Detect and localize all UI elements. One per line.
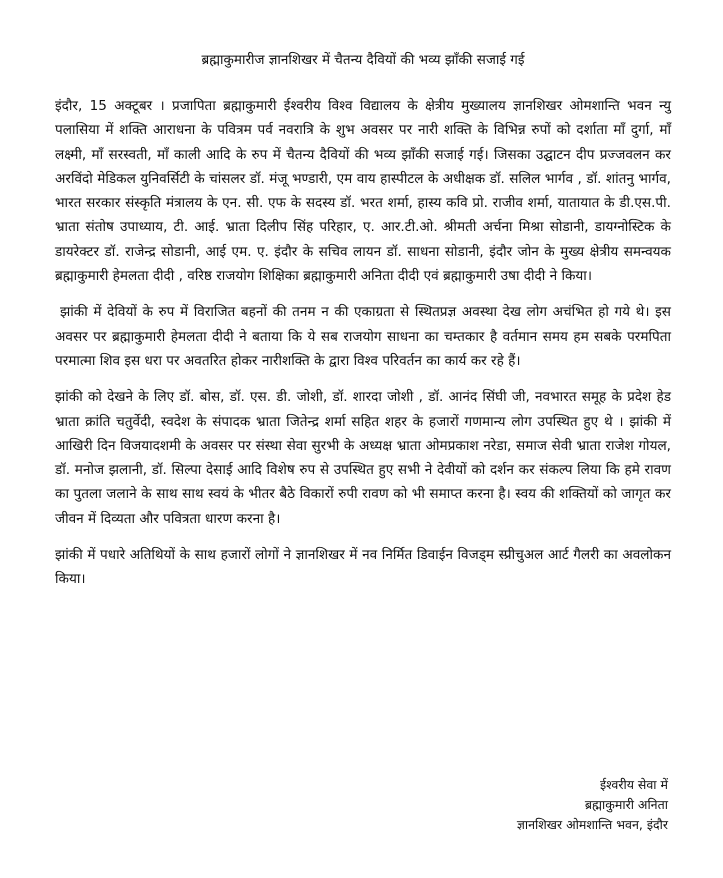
document-title: ब्रह्माकुमारीज ज्ञानशिखर में चैतन्य दैवियों की भव्य झाँकी सजाई गई	[201, 52, 525, 68]
paragraph-3: झांकी को देखने के लिए डॉ. बोस, डॉ. एस. डी. जोशी, डॉ. शारदा जोशी , डॉ. आनंद सिंघी जी, नवभारत समूह के प्रदेश हेड भ्राता क्रांति चतुर्वेदी, स्वदेश के संपादक भ्राता जितेन्द्र शर्मा सहित शहर के हजारों गणमान्य लोग उपस्थित हुए थे । झांकी में आखिरी दिन विजयादशमी के अवसर पर संस्था सेवा सुरभी के अध्यक्ष भ्राता ओमप्रकाश नरेडा, समाज सेवी भ्राता राजेश गोयल, डॉ. मनोज झलानी, डॉ. सिल्पा देसाई आदि विशेष रुप से उपस्थित हुए सभी ने देवीयों को दर्शन कर संकल्प लिया कि हमे रावण का पुतला जलाने के साथ साथ स्वयं के भीतर बैठे विकारों रुपी रावण को भी समाप्त करना है। स्वय की शक्तियों को जागृत कर जीवन में दिव्यता और पवित्रता धारण करना है।	[55, 389, 671, 527]
paragraph-2: झांकी में देवियों के रुप में विराजित बहनों की तनम न की एकाग्रता से स्थितप्रज्ञ अवस्था देख लोग अचंभित हो गये थे। इस अवसर पर ब्रह्माकुमारी हेमलता दीदी ने बताया कि ये सब राजयोग साधना का चम्तकार है वर्तमान समय हम सबके परमपिता परमात्मा शिव इस धरा पर अवतरित होकर नारीशक्ति के द्वारा विश्व परिवर्तन का कार्य कर रहे हैं।	[55, 304, 671, 369]
signature-line-name: ब्रह्माकुमारी अनिता	[584, 797, 668, 812]
signature-line-greeting: ईश्वरीय सेवा में	[599, 777, 668, 792]
paragraph-4: झांकी में पधारे अतिथियों के साथ हजारों लोगों ने ज्ञानशिखर में नव निर्मित डिवाईन विजड्म स्प्रीचुअल आर्ट गैलरी का अवलोकन किया।	[55, 547, 671, 588]
signature-line-place: ज्ञानशिखर ओमशान्ति भवन, इंदौर	[516, 817, 668, 832]
signature-block	[517, 775, 668, 835]
paragraph-1: इंदौर, 15 अक्टूबर । प्रजापिता ब्रह्माकुमारी ईश्वरीय विश्व विद्यालय के क्षेत्रीय मुख्यालय ज्ञानशिखर ओमशान्ति भवन न्यु पलासिया में शक्ति आराधना के पवित्रम पर्व नवरात्रि के शुभ अवसर पर नारी शक्ति के विभिन्न रुपों को दर्शाता माँ दुर्गा, माँ लक्ष्मी, माँ सरस्वती, माँ काली आदि के रुप में चैतन्य दैवियों की भव्य झाँकी सजाई गई। जिसका उद्घाटन दीप प्रज्जवलन कर अरविंदो मेडिकल युनिवर्सिटी के चांसलर डॉ. मंजू भण्डारी, एम वाय हास्पीटल के अधीक्षक डॉ. सलिल भार्गव , डॉ. शांतनु भार्गव, भारत सरकार संस्कृति मंत्रालय के एन. सी. एफ के सदस्य डॉ. भरत शर्मा, हास्य कवि प्रो. राजीव शर्मा, यातायात के डी.एस.पी. भ्राता संतोष उपाध्याय, टी. आई. भ्राता दिलीप सिंह परिहार, ए. आर.टी.ओ. श्रीमती अर्चना मिश्रा सोडानी, डायग्नोस्टिक के डायरेक्टर डॉ. राजेन्द्र सोडानी, आई एम. ए. इंदौर के सचिव लायन डॉ. साधना सोडानी, इंदौर जोन के मुख्य क्षेत्रीय समन्वयक ब्रह्माकुमारी हेमलता दीदी , वरिष्ठ राजयोग शिक्षिका ब्रह्माकुमारी अनिता दीदी एवं ब्रह्माकुमारी उषा दीदी ने किया।	[55, 98, 671, 285]
